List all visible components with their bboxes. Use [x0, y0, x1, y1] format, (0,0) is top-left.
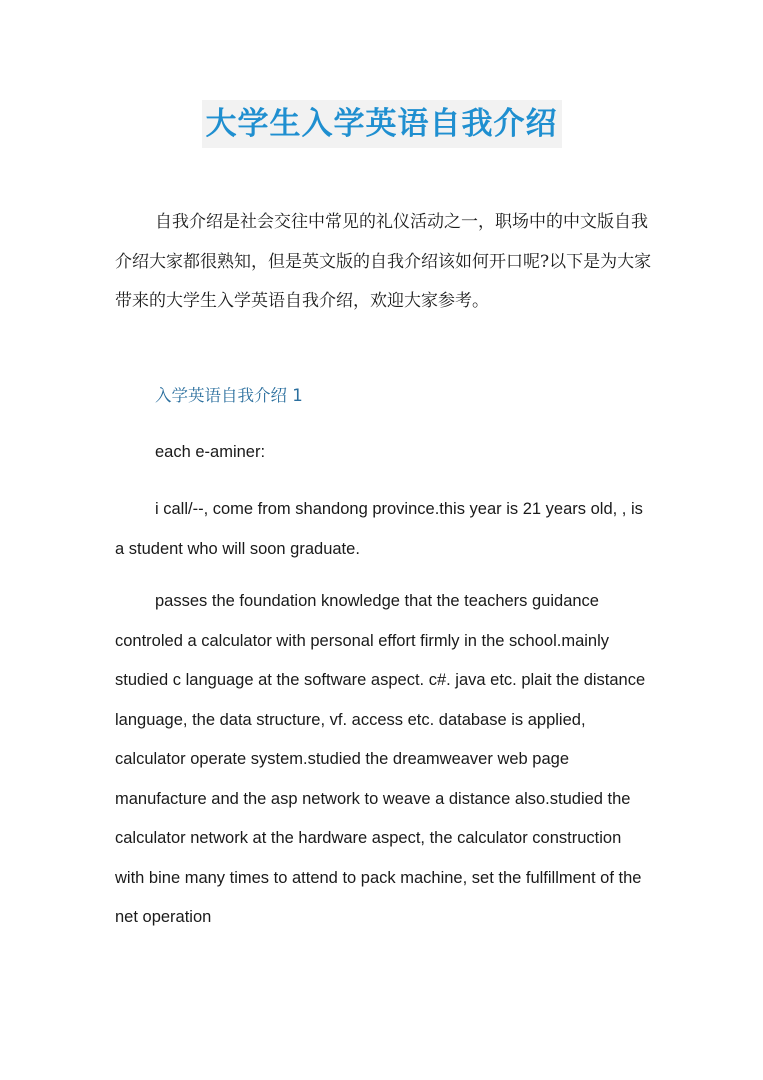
paragraph-1: i call/--, come from shandong province.this year is 21 years old, , is a student who will soon graduate.: [115, 500, 643, 558]
paragraph-2: passes the foundation knowledge that the teachers guidance controled a calculator with personal effort firmly in the school.mainly studied c language at the software aspect. c#. java etc. plait the distance language, the data structure, vf. access etc. database is applied, calculator operate system.studied the dreamweaver web page manufacture and the asp network to weave a distance also.studied the calculator network at the hardware aspect, the calculator construction with bine many times to attend to pack machine, set the fulfillment of the net operation: [115, 592, 646, 926]
section-heading: 入学英语自我介绍 1: [155, 386, 303, 405]
document-title: 大学生入学英语自我介绍: [202, 100, 562, 148]
greeting-paragraph: each e-aminer:: [155, 443, 266, 461]
title-wrap: [0, 100, 763, 148]
intro-paragraph: 自我介绍是社会交往中常见的礼仪活动之一，职场中的中文版自我介绍大家都很熟知，但是英文版的自我介绍该如何开口呢?以下是为大家带来的大学生入学英语自我介绍，欢迎大家参考。: [115, 212, 652, 311]
